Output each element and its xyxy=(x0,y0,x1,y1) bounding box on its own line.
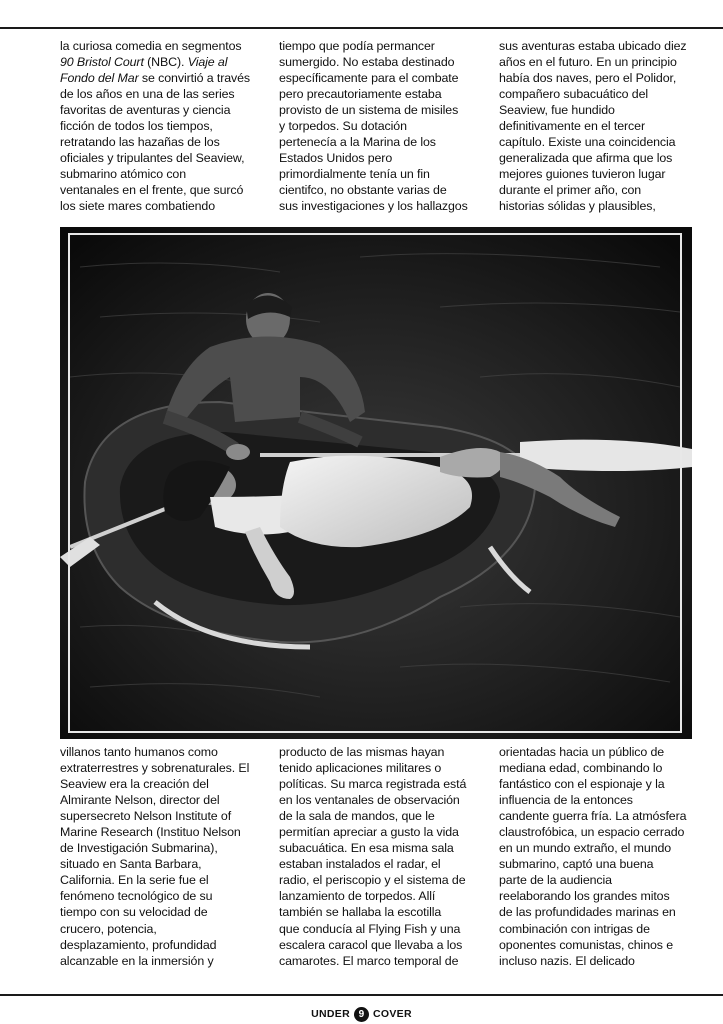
text-line: Fondo del Mar se convirtió a través xyxy=(60,71,251,86)
bottom-column-1 xyxy=(60,744,265,969)
text-line: incluso nazis. El delicado xyxy=(499,953,635,968)
photo-border xyxy=(68,233,682,733)
text-line: fenómeno tecnológico de su xyxy=(60,889,213,904)
page-footer xyxy=(0,1005,723,1023)
text-line: había dos naves, pero el Polidor, xyxy=(499,71,677,86)
text-line: desplazamiento, profundidad xyxy=(60,937,217,952)
text-line: generalizada que afirma que los xyxy=(499,151,673,166)
top-column-2 xyxy=(279,38,484,215)
text-line: camarotes. El marco temporal de xyxy=(279,953,459,968)
text-line: California. En la serie fue el xyxy=(60,873,209,888)
text-line: reelaborando los grandes mitos xyxy=(499,889,670,904)
text-line: mediana edad, combinando lo xyxy=(499,761,663,776)
text-line: ficción de todos los tiempos, xyxy=(60,119,213,134)
text-line: Estados Unidos pero xyxy=(279,151,393,166)
footer-brand-left: UNDER xyxy=(311,1008,350,1020)
text-line: sus aventuras estaba ubicado diez xyxy=(499,39,687,53)
top-column-3 xyxy=(499,38,704,215)
text-line: retratando las hazañas de los xyxy=(60,135,220,150)
text-line: favoritas de aventuras y ciencia xyxy=(60,103,231,118)
text-line: escalera caracol que llevaba a los xyxy=(279,937,463,952)
text-line: pero precautoriamente estaba xyxy=(279,87,442,102)
text-line: Seaview, fue hundido xyxy=(499,103,615,118)
text-line: definitivamente en el tercer xyxy=(499,119,645,134)
text-line: 90 Bristol Court (NBC). Viaje al xyxy=(60,55,228,70)
text-line: situado en Santa Barbara, xyxy=(60,857,202,872)
text-line: en los ventanales de observación xyxy=(279,793,460,808)
text-line: lanzamiento de torpedos. Allí xyxy=(279,889,436,904)
text-line: sumergido. No estaba destinado xyxy=(279,55,455,70)
text-line: tiempo que podía permancer xyxy=(279,39,435,53)
text-line: los siete mares combatiendo xyxy=(60,199,216,214)
top-rule xyxy=(0,27,723,29)
text-line: claustrofóbica, un espacio cerrado xyxy=(499,825,685,840)
text-line: pertenecía a la Marina de los xyxy=(279,135,436,150)
footer-brand-right: COVER xyxy=(373,1008,412,1020)
text-line: Marine Research (Instituo Nelson xyxy=(60,825,241,840)
top-column-1 xyxy=(60,38,265,215)
text-line: de Investigación Submarina), xyxy=(60,841,218,856)
text-line: oponentes comunistas, chinos e xyxy=(499,937,674,952)
text-line: años en el futuro. En un principio xyxy=(499,55,677,70)
text-line: que conducía al Flying Fish y una xyxy=(279,921,461,936)
text-line: submarino atómico con xyxy=(60,167,186,182)
text-line: compañero subacuático del xyxy=(499,87,649,102)
text-line: en un mundo extraño, el mundo xyxy=(499,841,672,856)
text-line: provisto de un sistema de misiles xyxy=(279,103,459,118)
text-line: parte de la audiencia xyxy=(499,873,612,888)
text-line: durante el primer año, con xyxy=(499,183,642,198)
text-line: oficiales y tripulantes del Seaview, xyxy=(60,151,245,166)
text-line: radio, el periscopio y el sistema de xyxy=(279,873,466,888)
text-line: de los años en una de las series xyxy=(60,87,235,102)
text-line: candente guerra fría. La atmósfera xyxy=(499,809,687,824)
text-line: capítulo. Existe una coincidencia xyxy=(499,135,676,150)
text-line: orientadas hacia un público de xyxy=(499,745,665,759)
article-photo xyxy=(60,227,692,739)
text-line: Almirante Nelson, director del xyxy=(60,793,220,808)
text-line: fantástico con el espionaje y la xyxy=(499,777,665,792)
page-number: 9 xyxy=(354,1007,369,1022)
text-line: tenido aplicaciones militares o xyxy=(279,761,442,776)
text-line: primordialmente tenía un fin xyxy=(279,167,430,182)
bottom-column-3 xyxy=(499,744,704,969)
text-line: estaban instalados el radar, el xyxy=(279,857,441,872)
text-line: subacuática. En esa misma sala xyxy=(279,841,454,856)
text-line: políticas. Su marca registrada está xyxy=(279,777,467,792)
text-line: tiempo con su velocidad de xyxy=(60,905,208,920)
text-line: de la sala de mandos, que le xyxy=(279,809,435,824)
text-line: y torpedos. Su dotación xyxy=(279,119,407,134)
text-line: producto de las mismas hayan xyxy=(279,745,445,759)
bottom-rule xyxy=(0,994,723,996)
text-line: historias sólidas y plausibles, xyxy=(499,199,656,214)
text-line: cientifco, no obstante varias de xyxy=(279,183,447,198)
text-line: influencia de la entonces xyxy=(499,793,633,808)
text-line: sus investigaciones y los hallazgos xyxy=(279,199,468,214)
text-line: ventanales en el frente, que surcó xyxy=(60,183,244,198)
text-line: extraterrestres y sobrenaturales. El xyxy=(60,761,250,776)
text-line: supersecreto Nelson Institute of xyxy=(60,809,232,824)
text-line: submarino, captó una buena xyxy=(499,857,654,872)
text-line: específicamente para el combate xyxy=(279,71,459,86)
text-line: villanos tanto humanos como xyxy=(60,745,218,759)
text-line: de las profundidades marinas en xyxy=(499,905,676,920)
text-line: Seaview era la creación del xyxy=(60,777,209,792)
text-line: permitían apreciar a gusto la vida xyxy=(279,825,459,840)
bottom-column-2 xyxy=(279,744,484,969)
text-line: crucero, potencia, xyxy=(60,921,157,936)
text-line: también se hallaba la escotilla xyxy=(279,905,442,920)
text-line: combinación con intrigas de xyxy=(499,921,650,936)
text-line: la curiosa comedia en segmentos xyxy=(60,39,242,53)
text-line: mejores guiones tuvieron lugar xyxy=(499,167,666,182)
text-line: alcanzable en la inmersión y xyxy=(60,953,214,968)
